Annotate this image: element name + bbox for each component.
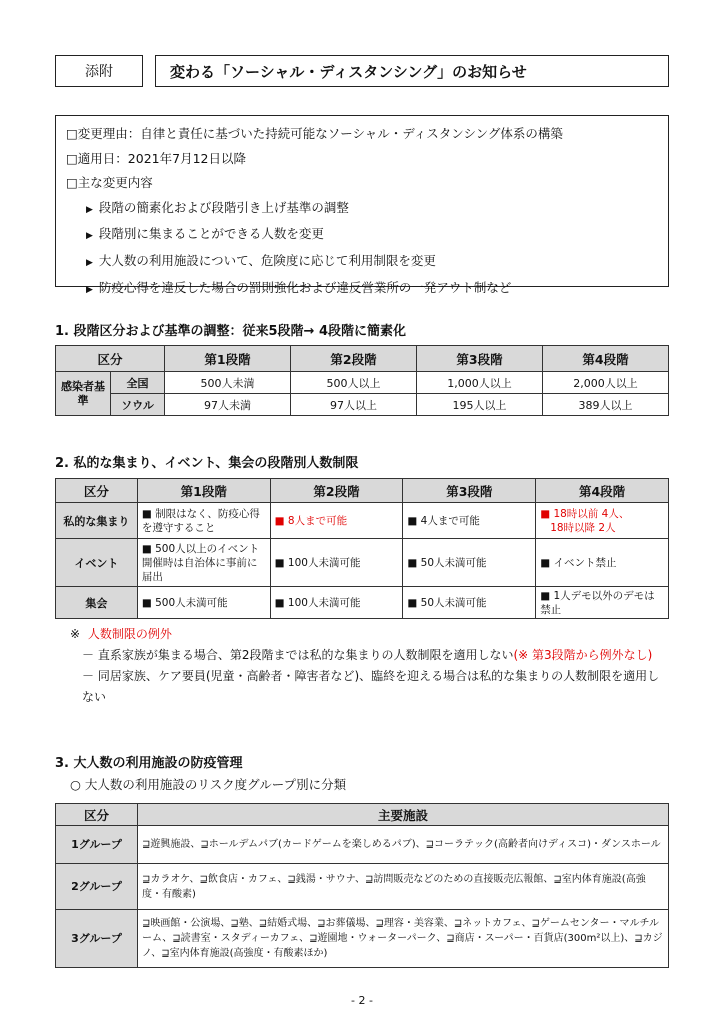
- triangle-bullet-icon: ▶: [86, 204, 93, 215]
- cell: 97人未満: [165, 394, 291, 416]
- triangle-bullet-icon: ▶: [86, 231, 93, 242]
- section2-title: 2. 私的な集まり、イベント、集会の段階別人数制限: [55, 456, 359, 471]
- cell: ■ 4人まで可能: [403, 503, 536, 539]
- exceptions-note: [70, 624, 670, 708]
- table-header: 第3段階: [403, 479, 536, 503]
- cell: 2,000人以上: [543, 372, 669, 394]
- cell: 500人未満: [165, 372, 291, 394]
- cell: ⊒映画館・公演場、⊒塾、⊒結婚式場、⊒お葬儀場、⊒理容・美容業、⊒ネットカフェ、⊒ゲームセンター・マルチルーム、⊒読書室・スタディーカフェ、⊒遊園地・ウォーターパーク、⊒商店・スーパー・百貨店(300m²以上)、⊒カジノ、⊒室内体育施設(高強度・有酸素ほか): [138, 910, 669, 968]
- stage-criteria-table: [55, 345, 669, 416]
- cell: [536, 503, 669, 539]
- change-item: ▶ 防疫心得を違反した場合の罰則強化および違反営業所の一発アウト制など: [86, 279, 512, 295]
- triangle-bullet-icon: ▶: [86, 257, 93, 268]
- attachment-tag: 添附: [55, 55, 143, 87]
- table-row: [56, 826, 669, 864]
- change-item: ▶ 段階別に集まることができる人数を変更: [86, 226, 324, 242]
- cell: ■ 制限はなく、防疫心得を遵守すること: [137, 503, 270, 539]
- cell: ⊒遊興施設、⊒ホールデムパブ(カードゲームを楽しめるパブ)、⊒コーラテック(高齢者向けディスコ)・ダンスホール: [138, 826, 669, 864]
- table-row: [56, 503, 669, 539]
- cell: ■ 100人未満可能: [270, 539, 403, 587]
- table-header: 第2段階: [291, 346, 417, 372]
- table-header: 区分: [56, 479, 138, 503]
- table-row: [56, 539, 669, 587]
- section3-title: 3. 大人数の利用施設の防疫管理: [55, 756, 243, 771]
- row-label: イベント: [56, 539, 138, 587]
- table-row: [56, 910, 669, 968]
- row-label: 3グループ: [56, 910, 138, 968]
- note-text-red: (※ 第3段階から例外なし): [513, 648, 653, 662]
- section1-title: 1. 段階区分および基準の調整：従来5段階→ 4段階に簡素化: [55, 324, 407, 339]
- change-item: ▶ 段階の簡素化および段階引き上げ基準の調整: [86, 199, 349, 215]
- main-changes-heading: □主な変更内容: [66, 175, 153, 191]
- note-item: － 同居家族、ケア要員(児童・高齢者・障害者など)、臨終を迎える場合は私的な集まりの人数制限を適用しない: [82, 669, 660, 704]
- note-title: 人数制限の例外: [87, 627, 172, 641]
- table-row: [56, 372, 669, 394]
- change-item: ▶ 大人数の利用施設について、危険度に応じて利用制限を変更: [86, 252, 436, 268]
- table-header: 区分: [56, 804, 138, 826]
- effective-date: □適用日：2021年7月12日以降: [66, 150, 246, 166]
- table-row: [56, 864, 669, 910]
- cell: ■ 500人以上のイベント開催時は自治体に事前に届出: [137, 539, 270, 587]
- cell: 97人以上: [291, 394, 417, 416]
- row-label: ソウル: [111, 394, 165, 416]
- cell: ■ 8人まで可能: [270, 503, 403, 539]
- cell: 1,000人以上: [417, 372, 543, 394]
- table-row: [56, 394, 669, 416]
- table-header: 主要施設: [138, 804, 669, 826]
- gathering-limits-table: [55, 478, 669, 619]
- table-header: 第1段階: [165, 346, 291, 372]
- change-reason: □変更理由：自律と責任に基づいた持続可能なソーシャル・ディスタンシング体系の構築: [66, 126, 563, 141]
- cell: ⊒カラオケ、⊒飲食店・カフェ、⊒銭湯・サウナ、⊒訪問販売などのための直接販売広報館、⊒室内体育施設(高強度・有酸素): [138, 864, 669, 910]
- note-item: [70, 645, 670, 666]
- triangle-bullet-icon: ▶: [86, 284, 93, 295]
- section3-subtitle: ○ 大人数の利用施設のリスク度グループ別に分類: [70, 777, 347, 792]
- cell: ■ 50人未満可能: [403, 539, 536, 587]
- row-label: 2グループ: [56, 864, 138, 910]
- table-header: 第4段階: [543, 346, 669, 372]
- cell: 195人以上: [417, 394, 543, 416]
- table-row: [56, 587, 669, 619]
- row-label: 集会: [56, 587, 138, 619]
- cell-line: ■ 18時以前 4人、: [540, 507, 630, 520]
- table-header: 第4段階: [536, 479, 669, 503]
- row-group-label: 感染者基準: [56, 372, 111, 416]
- note-heading: [70, 624, 670, 645]
- cell: ■ 50人未満可能: [403, 587, 536, 619]
- table-header: 第1段階: [137, 479, 270, 503]
- table-header: 第3段階: [417, 346, 543, 372]
- facility-groups-table: [55, 803, 669, 968]
- table-header: 区分: [56, 346, 165, 372]
- cell: 389人以上: [543, 394, 669, 416]
- cell: ■ 1人デモ以外のデモは禁止: [536, 587, 669, 619]
- cell-line: 18時以降 2人: [550, 521, 616, 534]
- cell: 500人以上: [291, 372, 417, 394]
- page-title: 変わる「ソーシャル・ディスタンシング」のお知らせ: [155, 55, 669, 87]
- row-label: 1グループ: [56, 826, 138, 864]
- cell: ■ 500人未満可能: [137, 587, 270, 619]
- note-mark: ※: [70, 627, 81, 641]
- row-label: 全国: [111, 372, 165, 394]
- cell: ■ イベント禁止: [536, 539, 669, 587]
- note-text: － 直系家族が集まる場合、第2段階までは私的な集まりの人数制限を適用しない: [82, 648, 514, 662]
- page-number: - 2 -: [351, 994, 373, 1007]
- row-label: 私的な集まり: [56, 503, 138, 539]
- summary-box: [55, 115, 669, 295]
- table-header: 第2段階: [270, 479, 403, 503]
- cell: ■ 100人未満可能: [270, 587, 403, 619]
